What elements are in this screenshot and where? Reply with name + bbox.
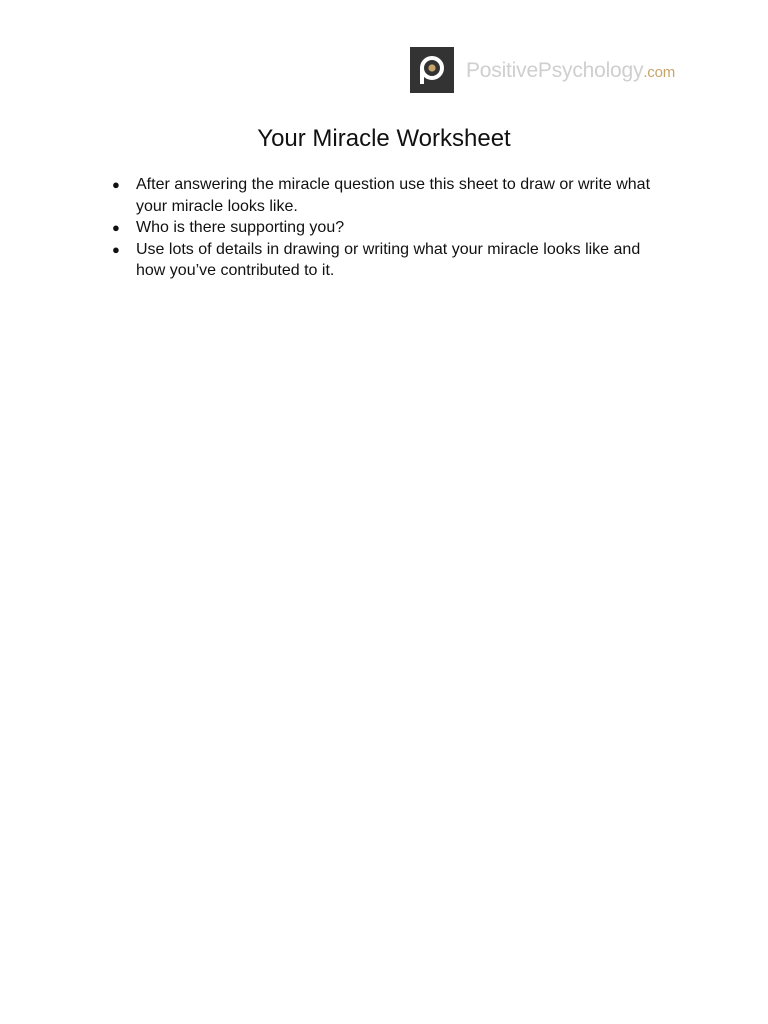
bullet-icon: ●	[112, 241, 120, 257]
instruction-item	[112, 239, 672, 282]
instruction-text: After answering the miracle question use this sheet to draw or write what your miracle looks like.	[136, 176, 651, 215]
instruction-list	[112, 174, 672, 282]
brand-name: PositivePsychology	[466, 58, 644, 82]
brand-logo	[410, 47, 675, 93]
bullet-icon: ●	[112, 220, 120, 235]
worksheet-title: Your Miracle Worksheet	[257, 125, 511, 152]
brand-tld: .com	[643, 63, 676, 81]
instruction-text: Who is there supporting you?	[136, 219, 345, 236]
instruction-text: Use lots of details in drawing or writing what your miracle looks like and how you’ve contributed to it.	[136, 240, 641, 279]
brand-wordmark	[466, 60, 675, 81]
positivepsychology-p-logo-icon	[410, 47, 454, 93]
instruction-item	[112, 217, 672, 239]
bullet-icon: ●	[112, 177, 120, 192]
instruction-item	[112, 174, 672, 217]
